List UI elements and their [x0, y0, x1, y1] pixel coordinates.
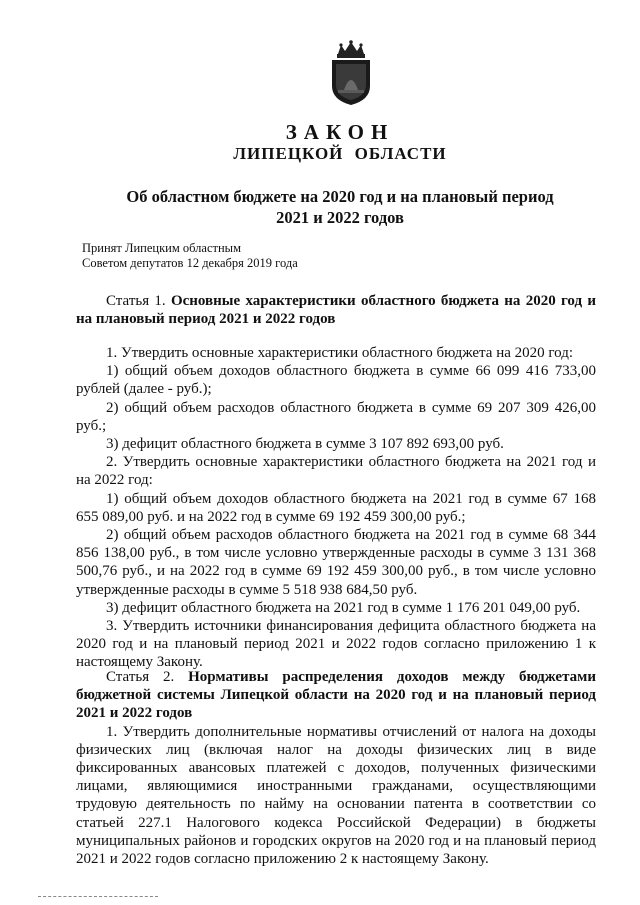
coat-of-arms-icon [326, 40, 376, 106]
article-2-paragraph: 1. Утвердить дополнительные нормативы отчислений от налога на доходы физических лиц (включая налог на доходы физических лиц в виде фиксированных авансовых платежей с доходов, полученных физическими лицами, являющимися иностранными гражданами, осуществляющими трудовую деятельность по найму на основании патента в соответствии со статьей 227.1 Налогового кодекса Российской Федерации) в бюджеты муниципальных районов и городских округов на 2020 год и на плановый период 2021 и 2022 годов согласно приложению 2 к настоящему Закону. [76, 723, 596, 868]
article-1-paragraph: 2. Утвердить основные характеристики областного бюджета на 2021 год и на 2022 год: [76, 454, 596, 489]
article-1-paragraph: 1. Утвердить основные характеристики областного бюджета на 2020 год: [106, 345, 574, 361]
law-subject [40, 186, 640, 228]
region-title: ЛИПЕЦКОЙ ОБЛАСТИ [233, 144, 447, 163]
article-2-heading [76, 668, 596, 723]
article-1-paragraph: 2) общий объем расходов областного бюджета на 2021 год в сумме 68 344 856 138,00 руб., в том числе условно утвержденные расходы в сумме 3 131 368 500,76 руб., и на 2022 год в сумме 69 192 459 300,00 руб., в том числе условно утвержденные расходы в сумме 5 518 938 684,50 руб. [76, 527, 596, 598]
article-1-paragraph: 3. Утвердить источники финансирования дефицита областного бюджета на 2020 год и на плановый период 2021 и 2022 годов согласно приложению 1 к настоящему Закону. [76, 618, 596, 671]
article-1-paragraph: 3) дефицит областного бюджета в сумме 3 107 892 693,00 руб. [106, 436, 504, 453]
article-1-heading [76, 292, 596, 328]
article-1 [76, 292, 596, 328]
law-subject-line-2: 2021 и 2022 годов [276, 208, 404, 227]
article-1-paragraph: 1) общий объем доходов областного бюджета в сумме 66 099 416 733,00 рублей (далее - руб.); [76, 363, 596, 398]
article-1-paragraph: 3) дефицит областного бюджета на 2021 год в сумме 1 176 201 049,00 руб. [106, 599, 581, 616]
article-1-paragraph: 2) общий объем расходов областного бюджета в сумме 69 207 309 426,00 руб.; [76, 399, 596, 434]
law-title: ЗАКОН [285, 120, 395, 144]
article-2-label: Статья 2. [106, 669, 175, 685]
article-1-label: Статья 1. [106, 293, 166, 309]
adoption-note [82, 241, 298, 271]
adoption-line-2: Советом депутатов 12 декабря 2019 года [82, 256, 298, 270]
adoption-line-1: Принят Липецким областным [82, 241, 241, 255]
law-subject-line-1: Об областном бюджете на 2020 год и на плановый период [126, 187, 554, 206]
article-2 [76, 668, 596, 868]
article-1-body [76, 344, 596, 672]
article-1-title: Основные характеристики областного бюджета на 2020 год и на плановый период 2021 и 2022 годов [76, 293, 597, 328]
article-2-title: Нормативы распределения доходов между бюджетами бюджетной системы Липецкой области на 2020 год и на плановый период 2021 и 2022 годов [76, 669, 596, 722]
article-1-paragraph: 1) общий объем доходов областного бюджета на 2021 год в сумме 67 168 655 089,00 руб. и на 2022 год в сумме 69 192 459 300,00 руб.; [76, 490, 596, 525]
footer-divider [38, 896, 158, 897]
